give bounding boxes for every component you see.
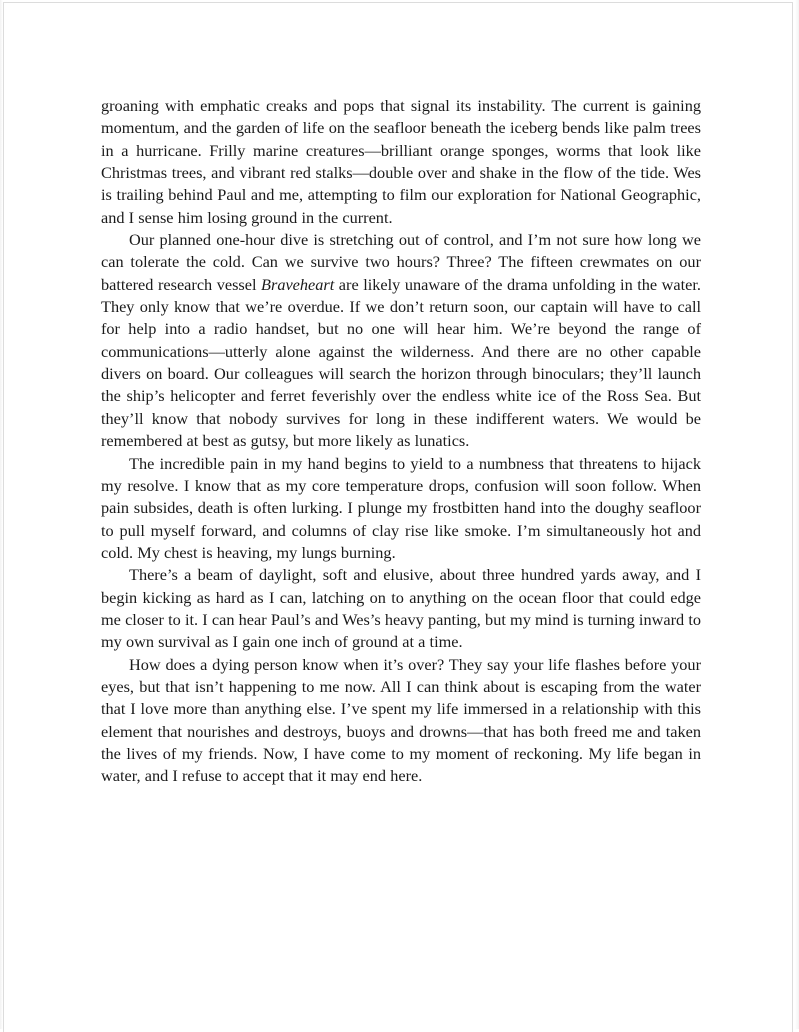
body-paragraph: The incredible pain in my hand begins to yield to a numbness that threatens to hijack my resolve. I know that as my core temperature drops, confusion will soon follow. When pain subsides, death is often lurking. I plunge my frostbitten hand into the doughy seafloor to pull myself forward, and columns of clay rise like smoke. I’m simultaneously hot and cold. My chest is heaving, my lungs burning. [101,453,701,562]
body-paragraph: There’s a beam of daylight, soft and elusive, about three hundred yards away, and I begin kicking as hard as I can, latching on to anything on the ocean floor that could edge me closer to it. I can hear Paul’s and Wes’s heavy panting, but my mind is turning inward to my own survival as I gain one inch of ground at a time. [101,565,701,652]
italic-title: Braveheart [261,274,335,294]
body-paragraph: How does a dying person know when it’s over? They say your life flashes before your eyes, but that isn’t happening to me now. All I can think about is escaping from the water that I love more than anything else. I’ve spent my life immersed in a relationship with this element that nourishes and destroys, buoys and drowns—that has both freed me and taken the lives of my friends. Now, I have come to my moment of reckoning. My life began in water, and I refuse to accept that it may end here. [101,654,701,786]
body-paragraph: groaning with emphatic creaks and pops that signal its instability. The current is gaining momentum, and the garden of life on the seafloor beneath the iceberg bends like palm trees in a hurricane. Frilly marine creatures—brilliant orange sponges, worms that look like Christmas trees, and vibrant red stalks—double over and shake in the flow of the tide. Wes is trailing behind Paul and me, attempting to film our exploration for National Geographic, and I sense him losing ground in the current. [101,96,701,227]
body-paragraph: Our planned one-hour dive is stretching out of control, and I’m not sure how long we can tolerate the cold. Can we survive two hours? Three? The fifteen crewmates on our battered research vessel Braveheart are likely unaware of the drama unfolding in the water. They only know that we’re overdue. If we don’t return soon, our captain will have to call for help into a radio handset, but no one will hear him. We’re beyond the range of communications—utterly alone against the wilderness. And there are no other capable divers on board. Our colleagues will search the horizon through binoculars; they’ll launch the ship’s helicopter and ferret feverishly over the endless white ice of the Ross Sea. But they’ll know that nobody survives for long in these indifferent waters. We would be remembered at best as gutsy, but more likely as lunatics. [101,230,701,451]
page-right-edge-shadow [795,0,799,1029]
document-page [3,2,793,1032]
document-text-column [101,95,701,788]
